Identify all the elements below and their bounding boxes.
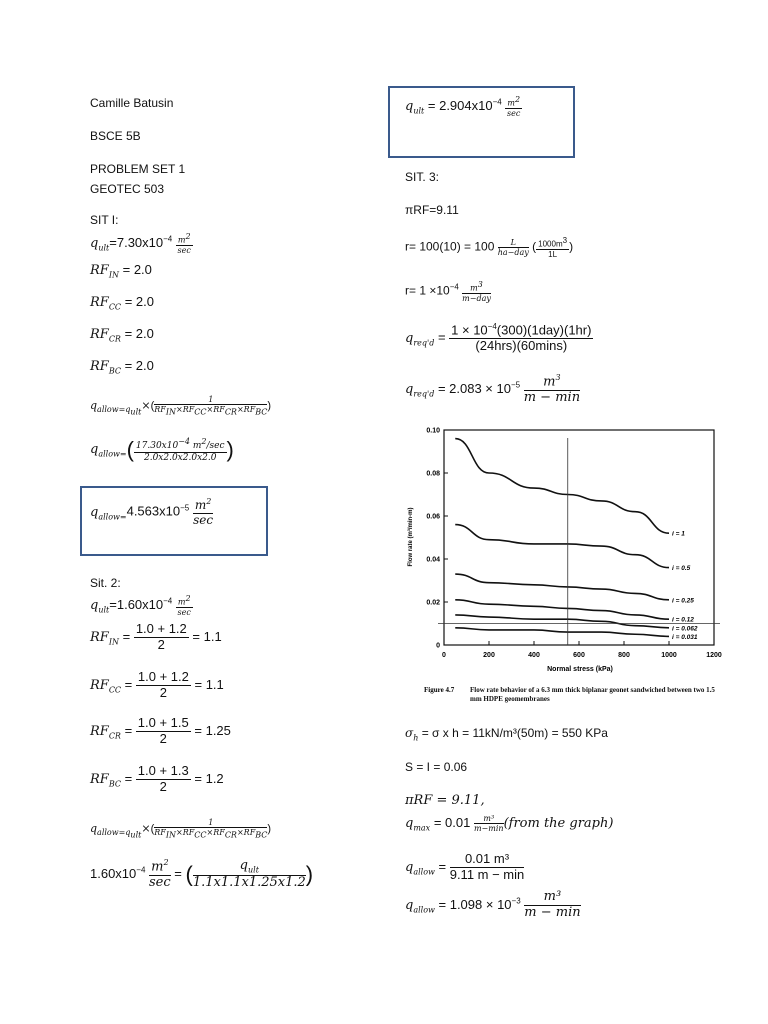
series-label: i = 0.12	[672, 616, 694, 624]
sit3-qreq-result: $q_{req'd} = 2.083 \times 10^{-5}$ $\frac{m^3}{m - \min}$	[405, 373, 581, 406]
sit3-qallow2: $q_{allow} = 1.098 \times 10^{-3}$ $\frac{\text{m³}}{m - \min}$	[405, 889, 581, 920]
figure-caption: Flow rate behavior of a 6.3 mm thick biplanar geonet sandwiched between two 1.5 mm HDPE geomembranes	[470, 686, 715, 704]
y-tick-label: 0.10	[426, 427, 440, 435]
problem-set: PROBLEM SET 1	[90, 162, 186, 176]
sit2-title: Sit. 2:	[90, 576, 121, 590]
sit3-title: SIT. 3:	[405, 170, 440, 184]
axis-ticks	[426, 428, 722, 660]
y-tick-label: 0	[436, 642, 440, 650]
sit2-rf-in: $RF_{IN}$ = $\frac{1.0 + 1.2}{2}$ = 1.1	[90, 621, 222, 652]
series-line	[455, 574, 669, 600]
course: BSCE 5B	[90, 129, 141, 143]
sit3-pirf2: πRF = 9.11,	[405, 793, 485, 808]
sit1-rf-in: $RF_{IN} = 2.0$	[90, 262, 152, 280]
sit3-r2: $r= 1 \times 10^{-4}$ $\frac{m^3}{\text{m−day}}$	[405, 280, 491, 303]
x-tick-label: 800	[618, 652, 630, 659]
series-label: i = 1	[672, 530, 685, 538]
sit3-pirf: πRF=9.11	[405, 203, 459, 217]
x-tick-label: 200	[483, 652, 495, 659]
sit1-qallow-sub: $q_{allow=}$( $\frac{17.30x10^{-4} m^2/\sec}{2.0x2.0x2.0x2.0}$ )	[90, 437, 234, 463]
sit1-answer: $q_{allow=}4.563x10^{-5}$ $\frac{m^2}{\sec}$	[90, 497, 214, 527]
series-line	[455, 439, 669, 534]
sit1-rf-cr: $RF_{CR} = 2.0$	[90, 326, 154, 344]
x-tick-label: 400	[528, 652, 540, 659]
x-tick-label: 0	[442, 652, 446, 659]
series-lines	[455, 439, 669, 637]
x-tick-label: 1000	[661, 652, 677, 659]
sit1-qult: $q_{ult}=7.30x10^{-4}$ $\frac{m^2}{\sec}$	[90, 232, 191, 255]
flow-rate-chart	[400, 422, 725, 722]
figure-caption-title: Figure 4.7	[424, 686, 455, 694]
series-label: i = 0.5	[672, 565, 691, 573]
sit1-rf-cc: $RF_{CC} = 2.0$	[90, 294, 154, 312]
series-line	[455, 615, 669, 628]
sit1-qallow-formula: $q_{allow=q_{ult}}\times$( $\frac{1}{RF_{IN}\times RF_{CC}\times RF_{CR}\times RF_{BC}}$ )	[90, 395, 272, 417]
y-tick-label: 0.08	[426, 470, 440, 478]
sit3-s: S = I = 0.06	[405, 760, 468, 774]
y-axis-label: Flow rate (m³/min-m)	[408, 507, 414, 567]
series-line	[455, 525, 669, 568]
sit1-title: SIT I:	[90, 213, 119, 227]
sit3-qallow1: $q_{allow}$ = $\frac{\text{0.01 m³}}{9.11 m - \min}$	[405, 851, 525, 882]
sit3-qmax: $q_{max} = 0.01$ $\frac{\text{m³}}{m-\min}$ (from the graph)	[405, 814, 614, 834]
sit3-qreq: $q_{req'd}$ = $\frac{1 \times 10^{-4}(300)(1day)(1hr)}{\text{(24hrs)(60mins)}}$	[405, 322, 592, 354]
sit2-final: $1.60x10^{-4}$ $\frac{m^2}{\sec}$ = ( $\frac{q_{ult}}{1.1x1.1x1.25x1.2}$ )	[90, 857, 314, 891]
sit1-rf-bc: $RF_{BC} = 2.0$	[90, 358, 154, 376]
series-line	[455, 628, 669, 637]
sit2-rf-cc: $RF_{CC}$ = $\frac{1.0 + 1.2}{2}$ = 1.1	[90, 669, 224, 700]
series-label: i = 0.25	[672, 597, 694, 605]
sit2-rf-bc: $RF_{BC}$ = $\frac{1.0 + 1.3}{2}$ = 1.2	[90, 763, 224, 794]
x-tick-label: 600	[573, 652, 585, 659]
sit2-qallow-formula: $q_{allow=q_{ult}}\times$( $\frac{1}{RF_{IN}\times RF_{CC}\times RF_{CR}\times RF_{BC}}$ )	[90, 818, 272, 840]
x-tick-label: 1200	[706, 652, 722, 659]
x-axis-label: Normal stress (kPa)	[547, 666, 613, 673]
author-name: Camille Batusin	[90, 96, 174, 110]
series-label: i = 0.062	[672, 625, 698, 633]
sit3-r1: r= 100(10) = 100 $\frac{L}{\text{ha−day}}$ ( $\frac{1000m^3}{1L}$ )	[405, 236, 574, 259]
y-tick-label: 0.02	[426, 599, 440, 607]
sit3-sigma: $\sigma_h = \sigma$ x h = 11kN/m³(50m) = 550 KPa	[405, 726, 608, 743]
sit2-rf-cr: $RF_{CR}$ = $\frac{1.0 + 1.5}{2}$ = 1.25	[90, 715, 231, 746]
y-tick-label: 0.04	[426, 556, 440, 564]
series-label: i = 0.031	[672, 633, 698, 641]
y-tick-label: 0.06	[426, 513, 440, 521]
series-labels	[672, 531, 698, 641]
sit2-qult: $q_{ult}=1.60x10^{-4}$ $\frac{m^2}{\sec}$	[90, 594, 191, 617]
right-qult: $q_{ult} = 2.904x10^{-4}$ $\frac{m^2}{\sec}$	[405, 95, 521, 118]
subject: GEOTEC 503	[90, 182, 165, 196]
